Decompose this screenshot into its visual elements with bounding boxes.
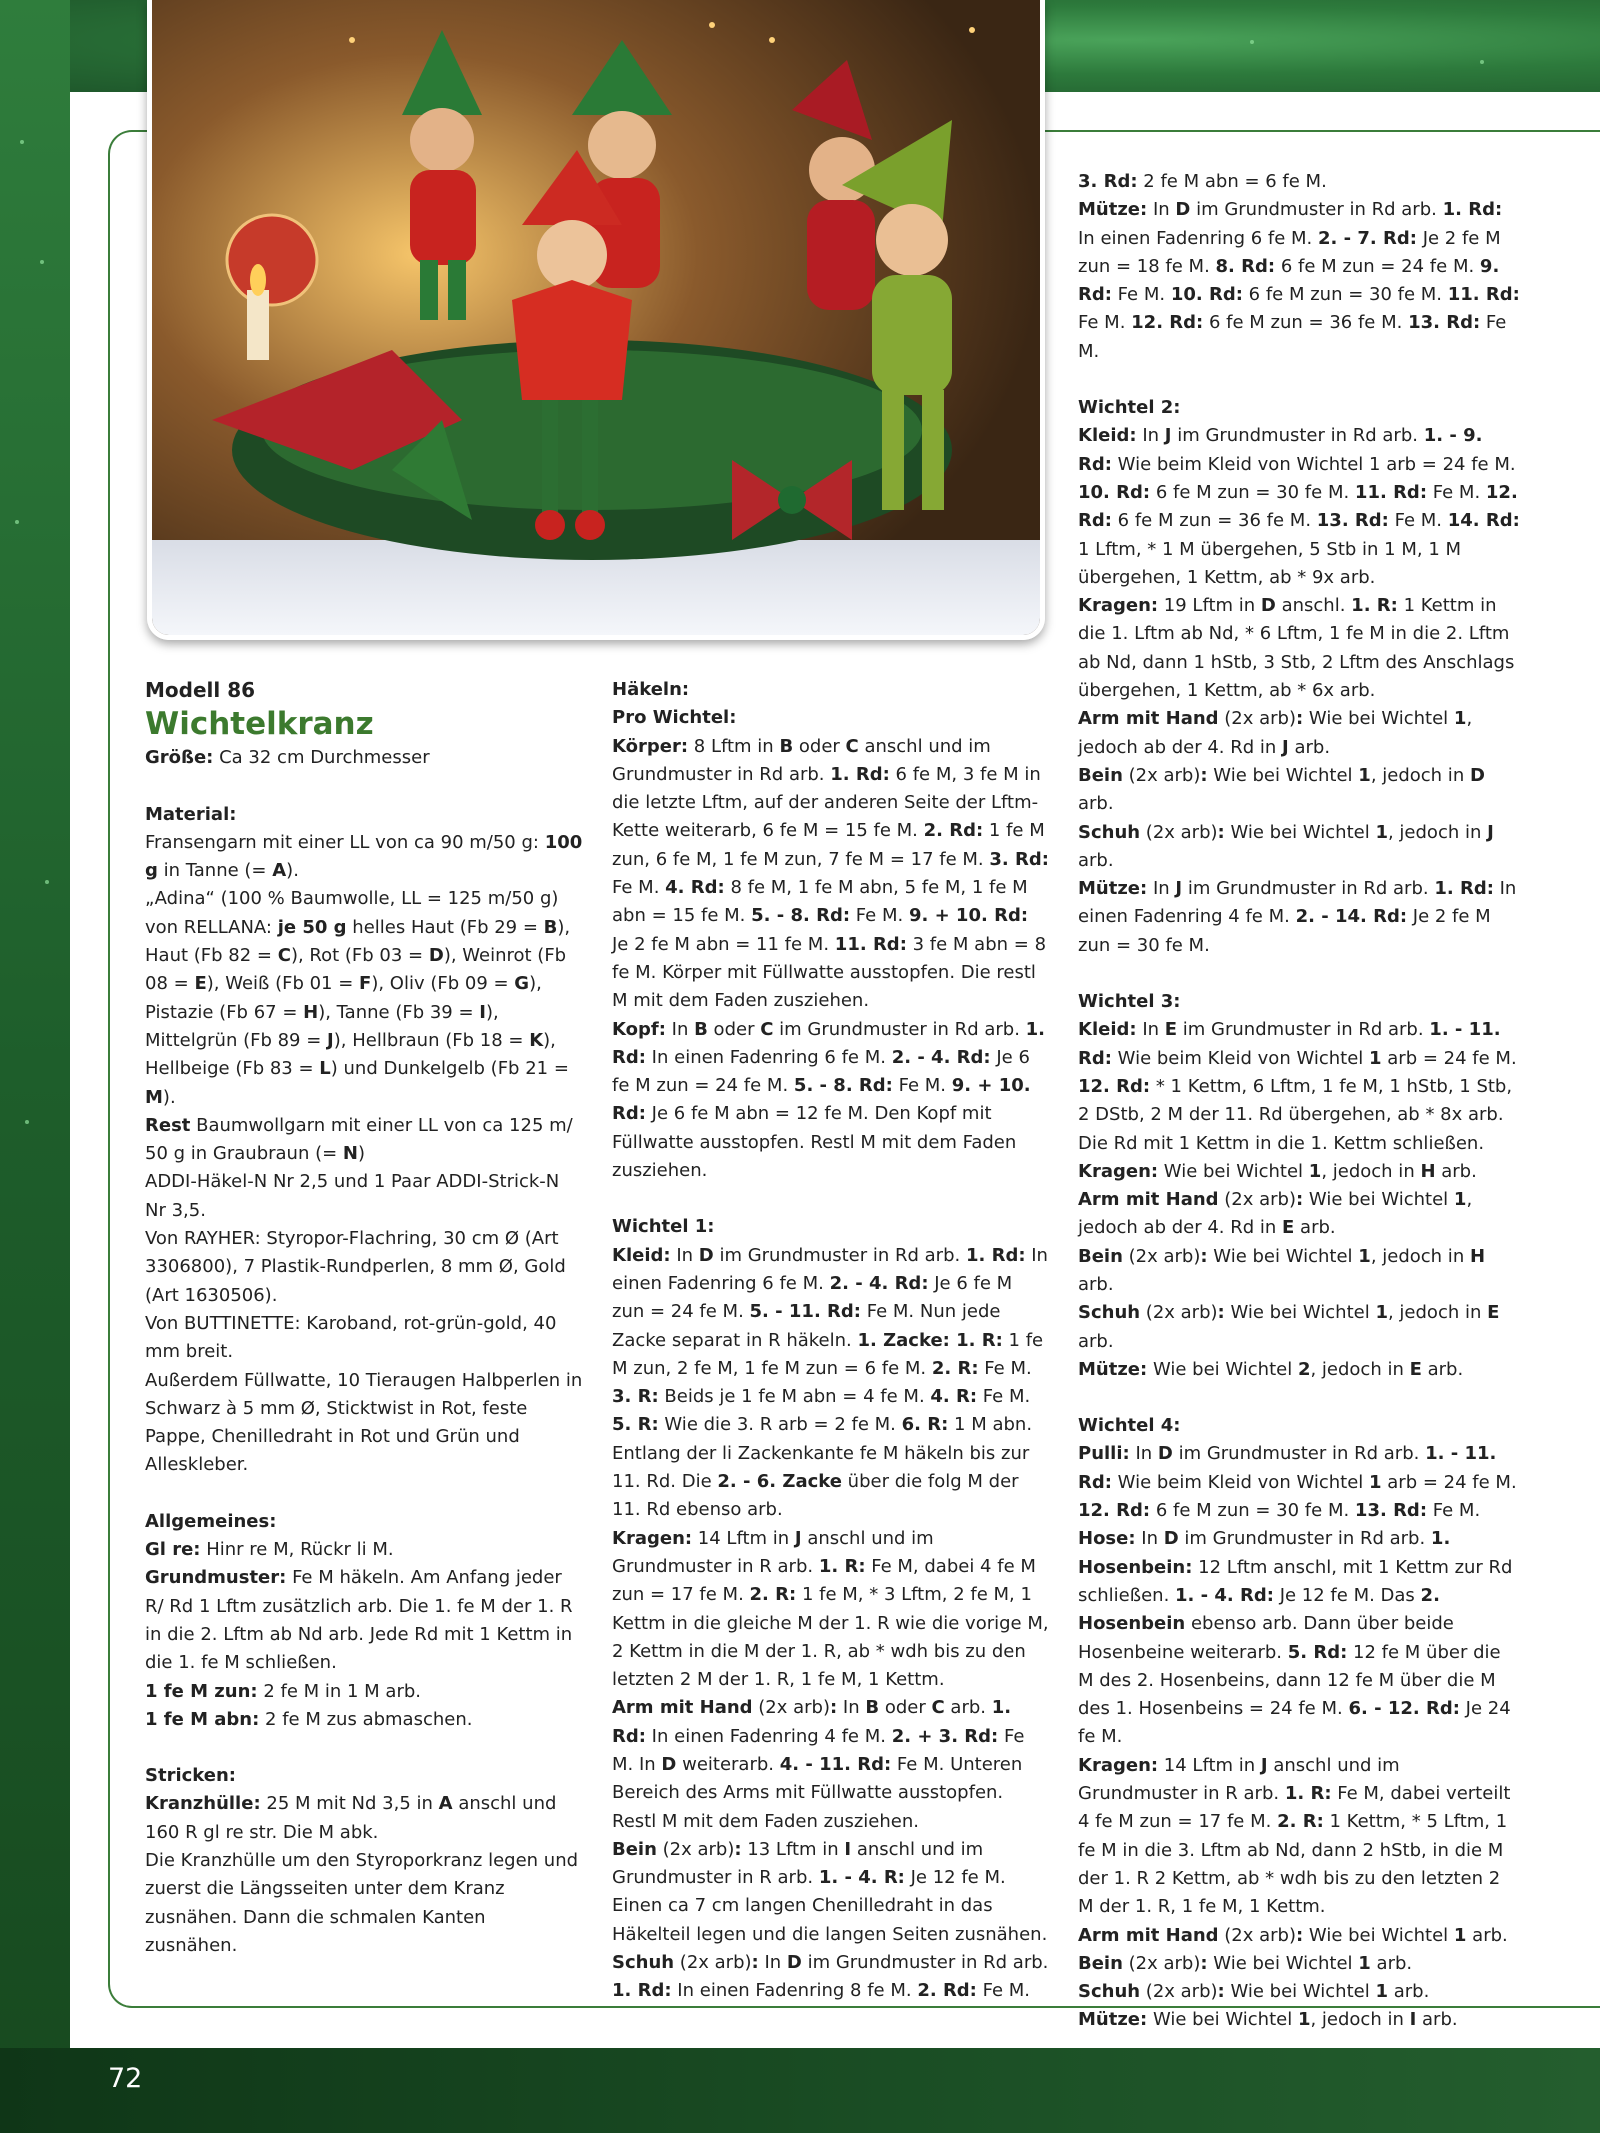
elf-4-hat: Mütze: Wie bei Wichtel 1, jedoch in I arb. (1078, 2009, 1458, 2031)
bottom-background (0, 2048, 1600, 2133)
elf-3-arm: Arm mit Hand (2x arb): Wie bei Wichtel 1, jedoch ab der 4. Rd in E arb. (1078, 1189, 1473, 1239)
elf-3-collar: Kragen: Wie bei Wichtel 1, jedoch in H arb. (1078, 1160, 1477, 1182)
elf-1-dress: Kleid: In D im Grundmuster in Rd arb. 1. Rd: In einen Fadenring 6 fe M. 2. - 4. Rd: Je 6 fe M zun = 24 fe M. 5. - 11. Rd: Fe M. Nun jede Zacke separat in R häkeln. 1. Zacke: 1. R: 1 fe M zun, 2 fe M, 1 fe M zun = 6 fe M. 2. R: Fe M. 3. R: Beids je 1 fe M abn = 4 fe M. 4. R: Fe M. 5. R: Wie die 3. R arb = 2 fe M. 6. R: 1 M abn. Entlang der li Zackenkante fe M häkeln bis zur 11. Rd. Die 2. - 6. Zacke über die folg M der 11. Rd ebenso arb. (612, 1244, 1048, 1521)
decrease-paragraph: 1 fe M abn: 2 fe M zus abmaschen. (145, 1708, 473, 1730)
sparkle (15, 520, 19, 524)
material-heading (145, 801, 583, 829)
elf-3-heading: Wichtel 3: (1078, 991, 1181, 1013)
size-text: Ca 32 cm Durchmesser (213, 747, 430, 769)
elf-2-shoe: Schuh (2x arb): Wie bei Wichtel 1, jedoch in J arb. (1078, 821, 1494, 871)
elf-1-leg: Bein (2x arb): 13 Lftm in I anschl und im Grundmuster in R arb. 1. - 4. R: Je 12 fe M. Einen ca 7 cm langen Chenilledraht in das Häkelteil legen und die langen Seiten zusnähen. (612, 1838, 1048, 1945)
elf-1-shoe: Schuh (2x arb): In D im Grundmuster in Rd arb. 1. Rd: In einen Fadenring 8 fe M. 2. Rd: Fe M. (612, 1952, 1049, 2002)
elf-4-sweater: Pulli: In D im Grundmuster in Rd arb. 1. - 11. Rd: Wie beim Kleid von Wichtel 1 arb = 24 fe M. 12. Rd: 6 fe M zun = 30 fe M. 13. Rd: Fe M. (1078, 1443, 1517, 1522)
elf-4-collar: Kragen: 14 Lftm in J anschl und im Grundmuster in R arb. 1. R: Fe M, dabei verteilt 4 fe M zun = 17 fe M. 2. R: 1 Kettm, * 5 Lftm, 1 fe M in die 3. Lftm ab Nd, dann 2 hStb, in die M der 1. R 2 Kettm, ab * wdh bis zu den letzten 2 M der 1. R, 1 fe M, 1 Kettm. (1078, 1754, 1511, 1918)
elf-1-hat: Mütze: In D im Grundmuster in Rd arb. 1. Rd: In einen Fadenring 6 fe M. 2. - 7. Rd: Je 2 fe M zun = 18 fe M. 8. Rd: 6 fe M zun = 24 fe M. 9. Rd: Fe M. 10. Rd: 6 fe M zun = 30 fe M. 11. Rd: Fe M. 12. Rd: 6 fe M zun = 36 fe M. 13. Rd: Fe M. (1078, 199, 1520, 362)
elf-3-shoe: Schuh (2x arb): Wie bei Wichtel 1, jedoch in E arb. (1078, 1302, 1500, 1352)
elf-2-collar: Kragen: 19 Lftm in D anschl. 1. R: 1 Kettm in die 1. Lftm ab Nd, * 6 Lftm, 1 fe M in die 2. Lftm ab Nd, dann 1 hStb, 3 Stb, 2 Lftm des Anschlags übergehen, 1 Kettm, ab * 6x arb. (1078, 595, 1515, 702)
elf-1-shoe-cont: 3. Rd: 2 fe M abn = 6 fe M. (1078, 171, 1327, 192)
sparkle (45, 880, 49, 884)
pattern-title: Wichtelkranz (145, 706, 374, 743)
sparkle (40, 260, 44, 264)
elf-2-heading: Wichtel 2: (1078, 397, 1181, 419)
body-paragraph: Körper: 8 Lftm in B oder C anschl und im Grundmuster in Rd arb. 1. Rd: 6 fe M, 3 fe M in die letzte Lftm, auf der anderen Seite der Lftm-Kette weiterarb, 6 fe M = 15 fe M. 2. Rd: 1 fe M zun, 6 fe M, 1 fe M zun, 7 fe M = 17 fe M. 3. Rd: Fe M. 4. Rd: 8 fe M, 1 fe M abn, 5 fe M, 1 fe M abn = 15 fe M. 5. - 8. Rd: Fe M. 9. + 10. Rd: Je 2 fe M abn = 11 fe M. 11. Rd: 3 fe M abn = 8 fe M. Körper mit Füllwatte ausstopfen. Die restl M mit dem Faden zusziehen. (612, 735, 1049, 1012)
elf-3-leg: Bein (2x arb): Wie bei Wichtel 1, jedoch in H arb. (1078, 1245, 1486, 1295)
grundmuster-paragraph: Grundmuster: Fe M häkeln. Am Anfang jeder R/ Rd 1 Lftm zusätzlich arb. Die 1. fe M der 1. R in die 2. Lftm ab Nd arb. Jede Rd mit 1 Kettm in die 1. fe M schließen. (145, 1567, 573, 1674)
christmas-elves-photo (147, 0, 1045, 640)
material-label: Material: (145, 803, 237, 825)
material-rest: Rest Baumwollgarn mit einer LL von ca 125 m/ 50 g in Graubraun (= N) (145, 1114, 573, 1165)
increase-paragraph: 1 fe M zun: 2 fe M in 1 M arb. (145, 1680, 422, 1702)
elf-4-trousers: Hose: In D im Grundmuster in Rd arb. 1. Hosenbein: 12 Lftm anschl, mit 1 Kettm zur Rd schließen. 1. - 4. Rd: Je 12 fe M. Das 2. Hosenbein ebenso arb. Dann über beide Hosenbeine weiterarb. 5. Rd: 12 fe M über die M des 2. Hosenbeins, dann 12 fe M über die M des 1. Hosenbeins = 24 fe M. 6. - 12. Rd: Je 24 fe M. (1078, 1528, 1513, 1748)
wreath-cover-paragraph: Kranzhülle: 25 M mit Nd 3,5 in A anschl und 160 R gl re str. Die M abk. (145, 1793, 557, 1843)
elf-1-heading: Wichtel 1: (612, 1216, 715, 1238)
elf-4-leg: Bein (2x arb): Wie bei Wichtel 1 arb. (1078, 1952, 1413, 1974)
glre-paragraph: Gl re: Hinr re M, Rückr li M. (145, 1539, 394, 1561)
sparkle (20, 140, 24, 144)
material-needles: ADDI-Häkel-N Nr 2,5 und 1 Paar ADDI-Strick-N Nr 3,5. (145, 1171, 560, 1221)
knitting-heading: Stricken: (145, 1765, 236, 1787)
elf-1-collar: Kragen: 14 Lftm in J anschl und im Grundmuster in R arb. 1. R: Fe M, dabei 4 fe M zun = 17 fe M. 2. R: 1 fe M, * 3 Lftm, 2 fe M, 1 Kettm in die gleiche M der 1. R wie die vorige M, 2 Kettm in die M der 1. R, ab * wdh bis zu den letzten 2 M der 1. R, 1 fe M, 1 Kettm. (612, 1527, 1049, 1691)
elf-2-hat: Mütze: In J im Grundmuster in Rd arb. 1. Rd: In einen Fadenring 4 fe M. 2. - 14. Rd: Je 2 fe M zun = 30 fe M. (1078, 878, 1517, 956)
size-paragraph (145, 744, 583, 772)
crochet-heading: Häkeln: (612, 679, 690, 700)
head-paragraph: Kopf: In B oder C im Grundmuster in Rd arb. 1. Rd: In einen Fadenring 6 fe M. 2. - 4. Rd: Je 6 fe M zun = 24 fe M. 5. - 8. Rd: Fe M. 9. + 10. Rd: Je 6 fe M abn = 12 fe M. Den Kopf mit Füllwatte ausstopfen. Restl M mit dem Faden zusziehen. (612, 1018, 1046, 1182)
elf-2-leg: Bein (2x arb): Wie bei Wichtel 1, jedoch in D arb. (1078, 764, 1485, 815)
elf-2-dress: Kleid: In J im Grundmuster in Rd arb. 1. - 9. Rd: Wie beim Kleid von Wichtel 1 arb = 24 fe M. 10. Rd: 6 fe M zun = 30 fe M. 11. Rd: Fe M. 12. Rd: 6 fe M zun = 36 fe M. 13. Rd: Fe M. 14. Rd: 1 Lftm, * 1 M übergehen, 5 Stb in 1 M, 1 M übergehen, 1 Kettm, ab * 9x arb. (1078, 425, 1520, 588)
wreath-assembly-paragraph: Die Kranzhülle um den Styroporkranz legen und zuerst die Längsseiten unter dem Kranz zusnähen. Dann die schmalen Kanten zusnähen. (145, 1849, 579, 1956)
elf-3-dress: Kleid: In E im Grundmuster in Rd arb. 1. - 11. Rd: Wie beim Kleid von Wichtel 1 arb = 24 fe M. 12. Rd: * 1 Kettm, 6 Lftm, 1 fe M, 1 hStb, 1 Stb, 2 DStb, 2 M der 11. Rd übergehen, ab * 8x arb. Die Rd mit 1 Kettm in die 1. Kettm schließen. (1078, 1019, 1517, 1154)
column-2 (612, 676, 1050, 2006)
material-extras: Außerdem Füllwatte, 10 Tieraugen Halbperlen in Schwarz à 5 mm Ø, Sticktwist in Rot, feste Pappe, Chenilledraht in Rot und Grün und Alleskleber. (145, 1369, 583, 1476)
column-1 (145, 676, 583, 1960)
column-3 (1078, 168, 1520, 2035)
per-elf-heading: Pro Wichtel: (612, 707, 737, 729)
sparkle (1480, 60, 1484, 64)
elf-1-arm: Arm mit Hand (2x arb): In B oder C arb. 1. Rd: In einen Fadenring 4 fe M. 2. + 3. Rd: Fe M. In D weiterarb. 4. - 11. Rd: Fe M. Unteren Bereich des Arms mit Füllwatte ausstopfen. Restl M mit dem Faden zusziehen. (612, 1697, 1025, 1832)
elf-4-arm: Arm mit Hand (2x arb): Wie bei Wichtel 1 arb. (1078, 1924, 1508, 1946)
size-label: Größe: (145, 747, 214, 769)
material-buttinette: Von BUTTINETTE: Karoband, rot-grün-gold, 40 mm breit. (145, 1312, 557, 1363)
elf-2-arm: Arm mit Hand (2x arb): Wie bei Wichtel 1, jedoch ab der 4. Rd in J arb. (1078, 708, 1473, 758)
sparkle (1250, 40, 1254, 44)
material-yarn-2: „Adina“ (100 % Baumwolle, LL = 125 m/50 g) von RELLANA: je 50 g helles Haut (Fb 29 = B), Haut (Fb 82 = C), Rot (Fb 03 = D), Weinrot (Fb 08 = E), Weiß (Fb 01 = F), Oliv (Fb 09 = G), Pistazie (Fb 67 = H), Tanne (Fb 39 = I), Mittelgrün (Fb 89 = J), Hellbraun (Fb 18 = K), Hellbeige (Fb 83 = L) und Dunkelgelb (Fb 21 = M). (145, 888, 571, 1108)
sparkle (25, 1120, 29, 1124)
model-number: Modell 86 (145, 678, 256, 702)
material-rayher: Von RAYHER: Styropor-Flachring, 30 cm Ø (Art 3306800), 7 Plastik-Rundperlen, 8 mm Ø, Gold (Art 1630506). (145, 1228, 566, 1306)
left-background (0, 0, 70, 2133)
general-heading: Allgemeines: (145, 1510, 277, 1532)
elf-3-hat: Mütze: Wie bei Wichtel 2, jedoch in E arb. (1078, 1358, 1464, 1380)
elf-4-heading: Wichtel 4: (1078, 1415, 1181, 1437)
page-number: 72 (108, 2063, 143, 2094)
elf-4-shoe: Schuh (2x arb): Wie bei Wichtel 1 arb. (1078, 1981, 1430, 2003)
material-yarn-1: Fransengarn mit einer LL von ca 90 m/50 g: 100 g in Tanne (= A). (145, 831, 583, 882)
